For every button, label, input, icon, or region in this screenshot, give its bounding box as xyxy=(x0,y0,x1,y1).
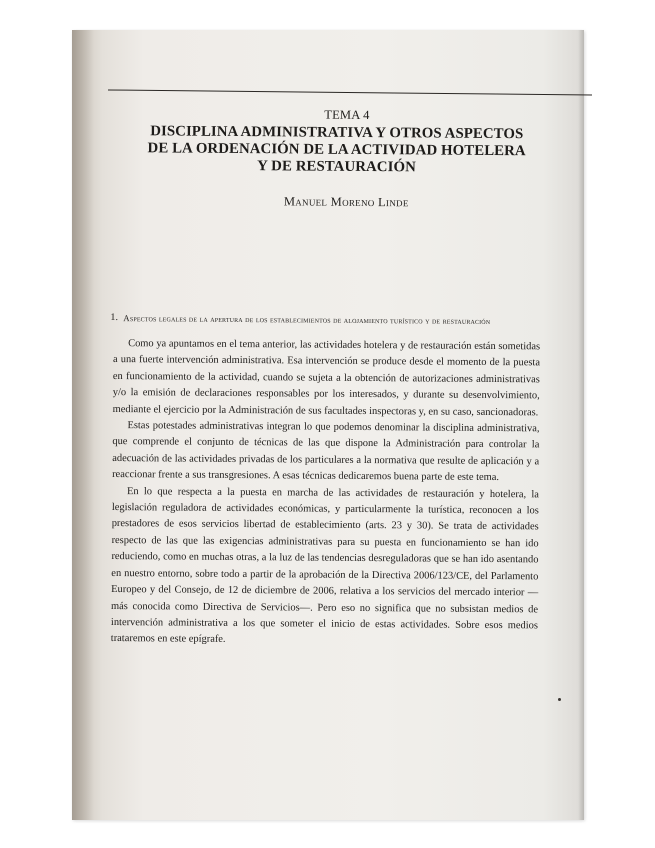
body-text xyxy=(111,336,540,651)
page-edge xyxy=(578,30,584,820)
section-title: Aspectos legales de la apertura de los establecimientos de alojamiento turístico y de restauración xyxy=(123,313,491,326)
chapter-title xyxy=(131,123,541,177)
chapter-title-line: Y DE RESTAURACIÓN xyxy=(257,158,416,176)
chapter-title-line: DISCIPLINA ADMINISTRATIVA Y OTROS ASPECTOS xyxy=(150,123,524,143)
chapter-author: Manuel Moreno Linde xyxy=(283,194,409,210)
header-rule xyxy=(108,89,592,95)
ink-speck xyxy=(558,698,561,701)
page-spine-shadow xyxy=(72,30,94,820)
paragraph: En lo que respecta a la puesta en marcha de las actividades de restauración y hotelera, la legislación reguladora de actividades económicas, y particularmente la turística, reconocen a los prestadores de esos servicios libertad de establecimiento (arts. 23 y 30). Se trata de actividades respecto de las que las exigencias administrativas para su puesta en funcionamiento se han ido reduciendo, como en muchas otras, a la luz de las tendencias desreguladoras que se han ido asentando en nuestro entorno, sobre todo a partir de la aprobación de la Directiva 2006/123/CE, del Parlamento Europeo y del Consejo, de 12 de diciembre de 2006, relativa a los servicios del mercado interior —más conocida como Directiva de Servicios—. Pero eso no significa que no subsistan medios de intervención administrativa a los que someter el inicio de estas actividades. Sobre esos medios trataremos en este epígrafe. xyxy=(110,485,540,646)
paragraph: Estas potestades administrativas integran lo que podemos denominar la disciplina administrativa, que comprende el conjunto de técnicas de las que dispone la Administración para controlar la adecuación de las actividades privadas de los particulares a la normativa que resulte de aplicación y a reaccionar frente a sus transgresiones. A esas técnicas dedicaremos buena parte de este tema. xyxy=(112,420,540,484)
paragraph: Como ya apuntamos en el tema anterior, las actividades hotelera y de restauración están sometidas a una fuerte intervención administrativa. Esa intervención se produce desde el momento de la puesta en funcionamiento de la actividad, cuando se sujeta a la obtención de autorizaciones administrativas y/o la emisión de declaraciones responsables por los interesados, y durante su desenvolvimiento, mediante el ejercicio por la Administración de sus facultades inspectoras y, en su caso, sancionadoras. xyxy=(112,338,541,418)
section-heading xyxy=(110,312,540,327)
page-content xyxy=(108,106,542,651)
book-page xyxy=(72,30,584,820)
chapter-title-line: DE LA ORDENACIÓN DE LA ACTIVIDAD HOTELERA xyxy=(147,140,526,160)
chapter-label: TEMA 4 xyxy=(324,107,370,123)
section-number: 1. xyxy=(110,311,119,324)
